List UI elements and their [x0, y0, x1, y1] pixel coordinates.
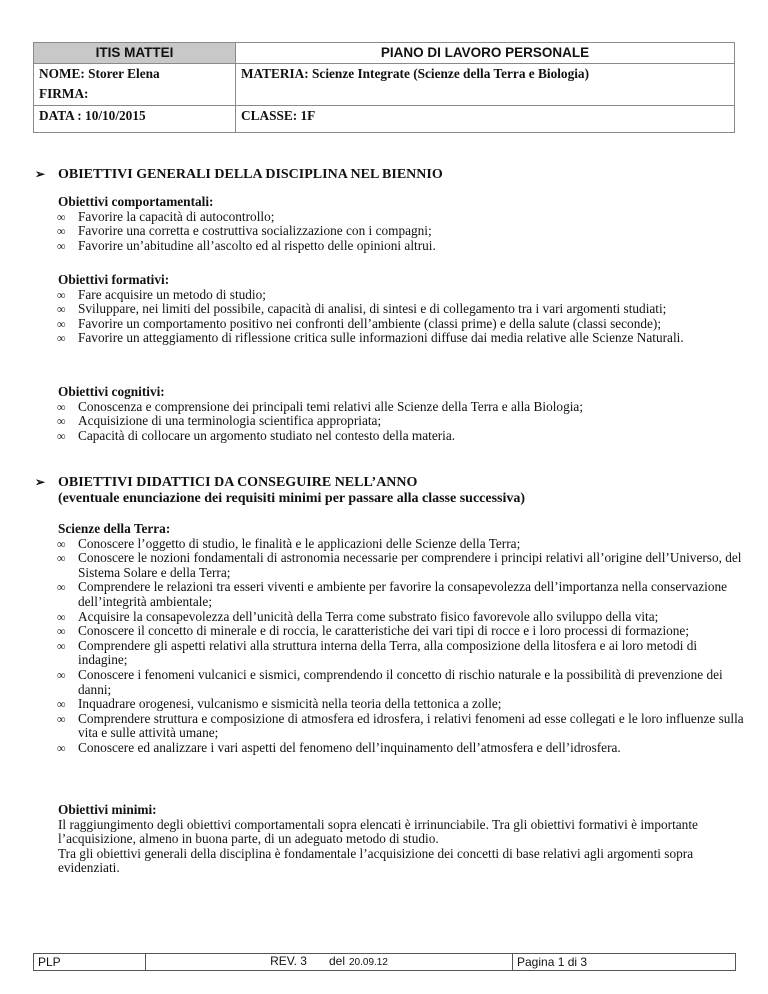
list-item: ∞ Comprendere struttura e composizione di atmosfera ed idrosfera, i relativi fenomeni ad esse collegati e le loro influenze sulla vita e sulle attività umane; [57, 710, 744, 741]
page-number: Pagina 1 di 3 [513, 954, 736, 971]
list-item: ∞ Favorire un atteggiamento di riflessione critica sulle informazioni diffuse dai media relative alle Scienze Naturali. [57, 330, 684, 346]
infinity-bullet-icon: ∞ [57, 580, 66, 595]
list-item: ∞ Conoscere ed analizzare i vari aspetti del fenomeno dell’inquinamento dell’atmosfera e dell’idrosfera. [57, 739, 621, 755]
infinity-bullet-icon: ∞ [57, 551, 66, 566]
section-title-text: OBIETTIVI GENERALI DELLA DISCIPLINA NEL BIENNIO [58, 167, 443, 182]
list-item: ∞ Conoscenza e comprensione dei principali temi relativi alle Scienze della Terra e alla Biologia; [57, 398, 584, 414]
arrow-bullet-icon: ➢ [35, 475, 46, 489]
list-item: ∞ Conoscere l’oggetto di studio, le finalità e le applicazioni delle Scienze della Terra; [57, 535, 521, 551]
document-title: PIANO DI LAVORO PERSONALE [236, 43, 735, 64]
infinity-bullet-icon: ∞ [57, 331, 66, 346]
infinity-bullet-icon: ∞ [57, 209, 66, 224]
cognitive-objectives [58, 385, 748, 443]
formative-objectives [58, 273, 748, 346]
list-item: ∞ Conoscere i fenomeni vulcanici e sismici, comprendendo il concetto di rischio naturale e la possibilità di prevenzione dei danni; [57, 666, 723, 697]
teacher-name: NOME: Storer Elena [39, 66, 160, 81]
list-item: ∞ Sviluppare, nei limiti del possibile, capacità di analisi, di sintesi e di collegamento tra i vari argomenti studiati; [57, 301, 667, 317]
bullet-list [58, 537, 748, 756]
infinity-bullet-icon: ∞ [57, 428, 66, 443]
paragraph: Tra gli obiettivi generali della disciplina è fondamentale l’acquisizione dei concetti di base relativi agli argomenti sopra evidenziati. [58, 845, 694, 876]
section-subtitle: (eventuale enunciazione dei requisiti minimi per passare alla classe successiva) [58, 491, 526, 506]
list-item: ∞ Comprendere gli aspetti relativi alla struttura interna della Terra, alla composizione della litosfera e ai loro metodi di indagine; [57, 637, 698, 668]
date: DATA : 10/10/2015 [34, 106, 236, 133]
list-item: ∞ Acquisire la consapevolezza dell’unicità della Terra come substrato fisico favorevole allo sviluppo della vita; [57, 608, 659, 624]
list-item: ∞ Acquisizione di una terminologia scientifica appropriata; [57, 413, 382, 429]
list-item: ∞ Comprendere le relazioni tra esseri viventi e ambiente per favorire la consapevolezza dell’importanza nella conservazione dell’integrità ambientale; [57, 579, 728, 609]
infinity-bullet-icon: ∞ [57, 638, 66, 653]
header-table [33, 42, 735, 133]
group-label: Obiettivi cognitivi: [58, 384, 165, 399]
infinity-bullet-icon: ∞ [57, 740, 66, 755]
list-item: ∞ Capacità di collocare un argomento studiato nel contesto della materia. [57, 427, 456, 443]
name-signature-cell [34, 64, 236, 106]
infinity-bullet-icon: ∞ [57, 287, 66, 302]
bullet-list [58, 210, 748, 254]
list-item: ∞ Favorire la capacità di autocontrollo; [57, 208, 275, 224]
revision-date: 20.09.12 [349, 957, 388, 968]
infinity-bullet-icon: ∞ [57, 667, 66, 682]
minimum-objectives [58, 803, 748, 876]
section-didactic-objectives-title [35, 474, 525, 507]
infinity-bullet-icon: ∞ [57, 711, 66, 726]
infinity-bullet-icon: ∞ [57, 302, 66, 317]
list-item: ∞ Favorire una corretta e costruttiva socializzazione con i compagni; [57, 223, 432, 239]
revision-cell [146, 954, 513, 971]
infinity-bullet-icon: ∞ [57, 238, 66, 253]
infinity-bullet-icon: ∞ [57, 316, 66, 331]
list-item: ∞ Conoscere il concetto di minerale e di roccia, le caratteristiche dei vari tipi di rocce e i loro processi di formazione; [57, 623, 690, 639]
group-label: Obiettivi comportamentali: [58, 194, 214, 209]
paragraph: Il raggiungimento degli obiettivi comportamentali sopra elencati è irrinunciabile. Tra gli obiettivi formativi è importante l’acquisizione, almeno in buona parte, di un adeguato metodo di studio. [58, 816, 698, 847]
behavioral-objectives [58, 195, 748, 253]
bullet-list [58, 400, 748, 444]
group-label: Scienze della Terra: [58, 521, 171, 536]
infinity-bullet-icon: ∞ [57, 399, 66, 414]
section-general-objectives-title [35, 166, 443, 183]
school-name: ITIS MATTEI [34, 43, 236, 64]
doc-code: PLP [34, 954, 146, 971]
arrow-bullet-icon: ➢ [35, 167, 46, 181]
list-item: ∞ Inquadrare orogenesi, vulcanismo e sismicità nella teoria della tettonica a zolle; [57, 696, 502, 712]
subject: MATERIA: Scienze Integrate (Scienze della Terra e Biologia) [236, 64, 735, 106]
infinity-bullet-icon: ∞ [57, 414, 66, 429]
list-item: ∞ Conoscere le nozioni fondamentali di astronomia necessarie per comprendere i principi relativi all’origine dell’Universo, del Sistema Solare e della Terra; [57, 550, 742, 580]
section-title-text: OBIETTIVI DIDATTICI DA CONSEGUIRE NELL’ANNO [58, 475, 418, 490]
class: CLASSE: 1F [236, 106, 735, 133]
list-item: ∞ Favorire un’abitudine all’ascolto ed al rispetto delle opinioni altrui. [57, 237, 436, 253]
footer-table [33, 953, 736, 971]
revision-del: del [328, 954, 345, 968]
infinity-bullet-icon: ∞ [57, 697, 66, 712]
infinity-bullet-icon: ∞ [57, 609, 66, 624]
bullet-list [58, 288, 748, 346]
list-item: ∞ Fare acquisire un metodo di studio; [57, 286, 266, 302]
signature-label: FIRMA: [39, 86, 89, 101]
list-item: ∞ Favorire un comportamento positivo nei confronti dell’ambiente (classi prime) e della salute (classi seconde); [57, 315, 662, 331]
group-label: Obiettivi minimi: [58, 802, 157, 817]
revision: REV. 3 [270, 954, 307, 968]
group-label: Obiettivi formativi: [58, 272, 170, 287]
infinity-bullet-icon: ∞ [57, 536, 66, 551]
earth-science-objectives [58, 522, 748, 756]
infinity-bullet-icon: ∞ [57, 224, 66, 239]
infinity-bullet-icon: ∞ [57, 624, 66, 639]
